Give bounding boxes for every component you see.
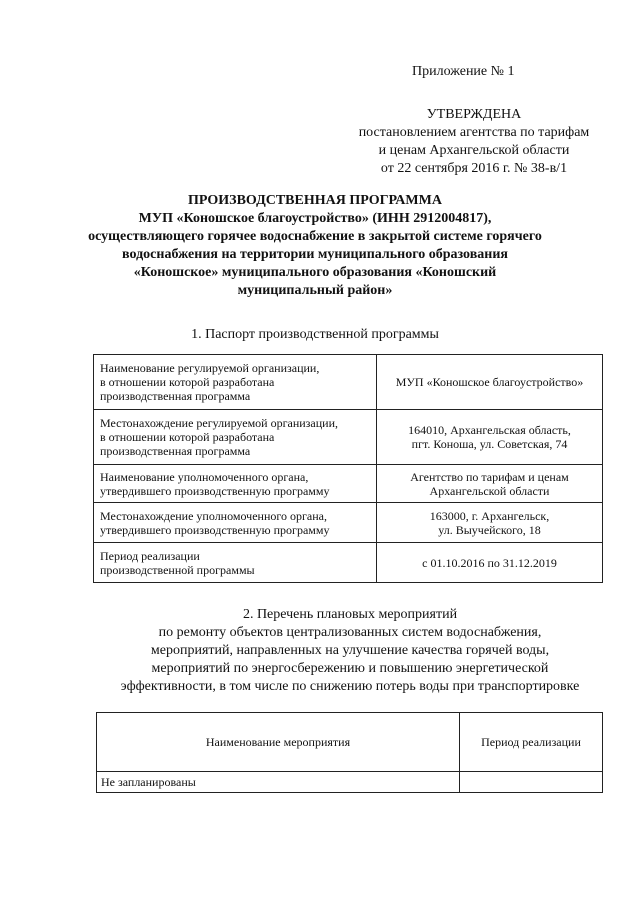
passport-value: Агентство по тарифам и ценам Архангельской области <box>377 465 603 503</box>
section-2-title <box>90 606 610 696</box>
passport-key: Местонахождение уполномоченного органа, утвердившего производственную программу <box>94 503 377 543</box>
passport-key: Наименование регулируемой организации, в отношении которой разработана производственная программа <box>94 355 377 410</box>
passport-key: Местонахождение регулируемой организации, в отношении которой разработана производственная программа <box>94 410 377 465</box>
annex-number: Приложение № 1 <box>412 64 515 79</box>
passport-value: 164010, Архангельская область, пгт. Коноша, ул. Советская, 74 <box>377 410 603 465</box>
events-col-name: Наименование мероприятия <box>97 713 460 772</box>
program-title-line-2: МУП «Коношское благоустройство» (ИНН 2912004817), <box>138 211 492 226</box>
events-cell-name: Не запланированы <box>97 772 460 793</box>
program-title-line-3: осуществляющего горячее водоснабжение в закрытой системе горячего <box>88 229 542 244</box>
program-title <box>80 192 550 300</box>
section-2-line-5: эффективности, в том числе по снижению потерь воды при транспортировке <box>120 679 580 694</box>
passport-row-organization <box>94 355 603 410</box>
program-title-line-4: водоснабжения на территории муниципального образования <box>122 247 508 262</box>
section-2-line-3: мероприятий, направленных на улучшение качества горячей воды, <box>150 643 550 658</box>
program-title-line-5: «Коношское» муниципального образования «Коношский <box>133 265 497 280</box>
passport-row-period <box>94 543 603 583</box>
passport-value: МУП «Коношское благоустройство» <box>377 355 603 410</box>
passport-row-organization-location <box>94 410 603 465</box>
approval-stamp <box>340 106 608 178</box>
section-2-line-2: по ремонту объектов централизованных систем водоснабжения, <box>158 625 542 640</box>
section-2-line-4: мероприятий по энергосбережению и повышению энергетической <box>151 661 549 676</box>
events-table <box>96 712 603 793</box>
section-2-line-1: 2. Перечень плановых мероприятий <box>242 607 458 622</box>
passport-value: 163000, г. Архангельск, ул. Выучейского, 18 <box>377 503 603 543</box>
approval-heading: УТВЕРЖДЕНА <box>426 107 522 122</box>
passport-row-authority <box>94 465 603 503</box>
program-title-line-1: ПРОИЗВОДСТВЕННАЯ ПРОГРАММА <box>188 193 442 208</box>
table-row <box>97 772 603 793</box>
passport-row-authority-location <box>94 503 603 543</box>
passport-table <box>93 354 603 583</box>
program-title-line-6: муниципальный район» <box>237 283 393 298</box>
approval-line-1: постановлением агентства по тарифам <box>358 125 590 140</box>
events-cell-period <box>460 772 603 793</box>
events-col-period: Период реализации <box>460 713 603 772</box>
events-header-row <box>97 713 603 772</box>
passport-key: Период реализации производственной программы <box>94 543 377 583</box>
approval-line-2: и ценам Архангельской области <box>378 143 570 158</box>
passport-value: с 01.10.2016 по 31.12.2019 <box>377 543 603 583</box>
passport-key: Наименование уполномоченного органа, утвердившего производственную программу <box>94 465 377 503</box>
section-1-title: 1. Паспорт производственной программы <box>191 327 439 342</box>
approval-line-3: от 22 сентября 2016 г. № 38-в/1 <box>380 161 568 176</box>
